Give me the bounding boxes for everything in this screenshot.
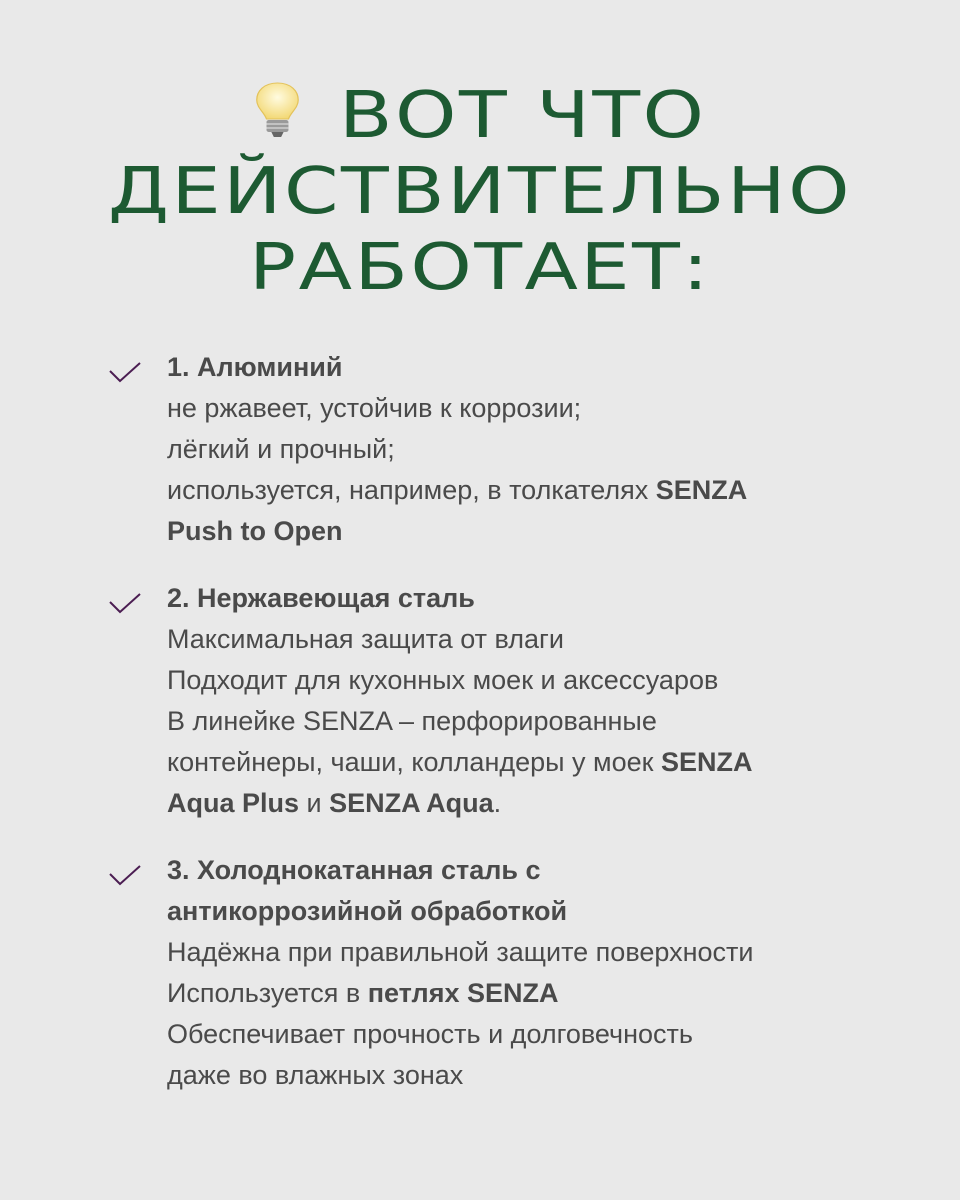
list-item-cold-rolled-steel <box>167 850 867 1096</box>
item-text-line <box>167 511 867 552</box>
bold-text: петлях SENZA <box>367 978 559 1008</box>
light-bulb-icon <box>254 81 303 141</box>
title-line-2: ДЕЙСТВИТЕЛЬНО <box>107 155 853 229</box>
item-text-line <box>167 1014 867 1055</box>
text: . <box>493 788 502 818</box>
bold-text: Aqua Plus <box>167 788 300 818</box>
text: контейнеры, чаши, колландеры у моек <box>167 747 661 777</box>
text: даже во влажных зонах <box>167 1060 464 1090</box>
text: Обеспечивает прочность и долговечность <box>167 1019 693 1049</box>
title-line-1 <box>0 78 960 154</box>
item-text-line <box>167 891 867 932</box>
title-line-3: РАБОТАЕТ: <box>249 231 711 305</box>
item-heading-line <box>167 347 867 388</box>
title-text-1: ВОТ ЧТО <box>339 79 707 153</box>
item-text-line <box>167 1055 867 1096</box>
item-text-line <box>167 388 867 429</box>
bold-text: 3. Холоднокатанная сталь с <box>167 855 541 885</box>
item-text-line <box>167 701 867 742</box>
item-heading-line <box>167 578 867 619</box>
text: используется, например, в толкателях <box>167 475 656 505</box>
checkmark-icon <box>108 591 142 615</box>
bold-text: 1. Алюминий <box>167 352 343 382</box>
item-text-line <box>167 660 867 701</box>
bold-text: SENZA Aqua <box>329 788 494 818</box>
checkmark-icon <box>108 863 142 887</box>
checkmark-icon <box>108 360 142 384</box>
item-text-line <box>167 619 867 660</box>
page-title <box>0 78 960 306</box>
item-text-line <box>167 973 867 1014</box>
text: Надёжна при правильной защите поверхности <box>167 937 754 967</box>
bold-text: SENZA <box>655 475 748 505</box>
bold-text: Push to Open <box>167 516 343 546</box>
bold-text: 2. Нержавеющая сталь <box>167 583 475 613</box>
text: В линейке SENZA – перфорированные <box>167 706 657 736</box>
text: не ржавеет, устойчив к коррозии; <box>167 393 582 423</box>
item-text-line <box>167 932 867 973</box>
text: лёгкий и прочный; <box>167 434 395 464</box>
item-text-line <box>167 783 867 824</box>
text: Используется в <box>167 978 368 1008</box>
item-text-line <box>167 470 867 511</box>
item-text-line <box>167 429 867 470</box>
item-heading-line <box>167 850 867 891</box>
list-item-stainless-steel <box>167 578 867 824</box>
item-text-line <box>167 742 867 783</box>
bold-text: антикоррозийной обработкой <box>167 896 568 926</box>
text: Максимальная защита от влаги <box>167 624 564 654</box>
text: Подходит для кухонных моек и аксессуаров <box>167 665 719 695</box>
list-item-aluminum <box>167 347 867 552</box>
text: и <box>299 788 330 818</box>
bold-text: SENZA <box>660 747 753 777</box>
